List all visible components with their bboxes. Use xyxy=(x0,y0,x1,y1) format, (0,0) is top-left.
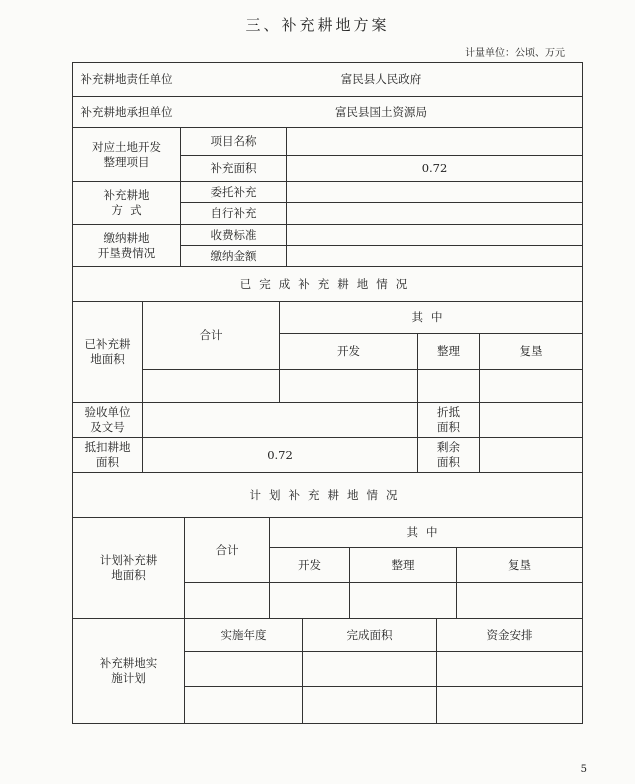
deduct-area-label: 抵扣耕地面积 xyxy=(84,440,131,469)
responsible-unit-label: 补充耕地责任单位 xyxy=(80,72,173,86)
funding-label: 资金安排 xyxy=(486,627,533,642)
page-number: 5 xyxy=(580,764,587,775)
completed-area-label: 已补充耕地面积 xyxy=(84,337,131,366)
planned-develop-label: 开发 xyxy=(298,557,321,572)
undertaking-unit-label: 补充耕地承担单位 xyxy=(80,104,173,119)
planned-total-label: 合计 xyxy=(215,542,239,557)
completed-area-col-label: 完成面积 xyxy=(346,627,393,642)
deduct-area-value: 0.72 xyxy=(267,447,293,462)
page-title: 三、补充耕地方案 xyxy=(245,16,390,34)
unit-note: 计量单位：公顷、万元 xyxy=(465,48,565,59)
impl-year-label: 实施年度 xyxy=(220,627,267,642)
completed-develop-label: 开发 xyxy=(337,344,360,358)
offset-area-label: 折抵面积 xyxy=(437,405,460,434)
completed-reclaim-label: 复垦 xyxy=(519,344,543,358)
self-label: 自行补充 xyxy=(210,206,257,220)
method-label-line1: 补充耕地 xyxy=(103,188,150,202)
planned-section-title: 计划补充耕地情况 xyxy=(249,487,406,502)
completed-among-label: 其中 xyxy=(411,310,451,324)
fee-amount-label: 缴纳金额 xyxy=(210,248,257,263)
responsible-unit-value: 富民县人民政府 xyxy=(340,72,422,86)
acceptance-label: 验收单位及文号 xyxy=(84,405,131,434)
method-label xyxy=(73,182,180,224)
plan-label: 补充耕地实施计划 xyxy=(99,656,158,685)
fee-label xyxy=(73,225,180,266)
completed-section-title: 已完成补充耕地情况 xyxy=(239,276,416,291)
fee-standard-label: 收费标准 xyxy=(210,227,257,242)
supplement-area-label: 补充面积 xyxy=(210,161,257,175)
project-group-label: 对应土地开发整理项目 xyxy=(92,139,161,169)
planned-among-label: 其中 xyxy=(406,525,446,539)
planned-consolidate-label: 整理 xyxy=(391,557,415,572)
fee-label-line1: 缴纳耕地 xyxy=(103,230,150,245)
completed-total-label: 合计 xyxy=(199,328,223,342)
undertaking-unit-value: 富民县国土资源局 xyxy=(335,104,427,119)
project-name-label: 项目名称 xyxy=(210,134,257,148)
project-name-value xyxy=(287,128,582,155)
fee-label-line2: 开垦费情况 xyxy=(97,245,156,260)
remaining-area-label: 剩余面积 xyxy=(437,440,460,469)
planned-reclaim-label: 复垦 xyxy=(508,557,531,572)
completed-consolidate-label: 整理 xyxy=(437,344,460,358)
planned-area-label: 计划补充耕地面积 xyxy=(99,553,158,582)
supplement-area-value: 0.72 xyxy=(421,161,448,175)
method-label-line2: 方 式 xyxy=(111,203,142,217)
entrusted-label: 委托补充 xyxy=(210,184,257,199)
